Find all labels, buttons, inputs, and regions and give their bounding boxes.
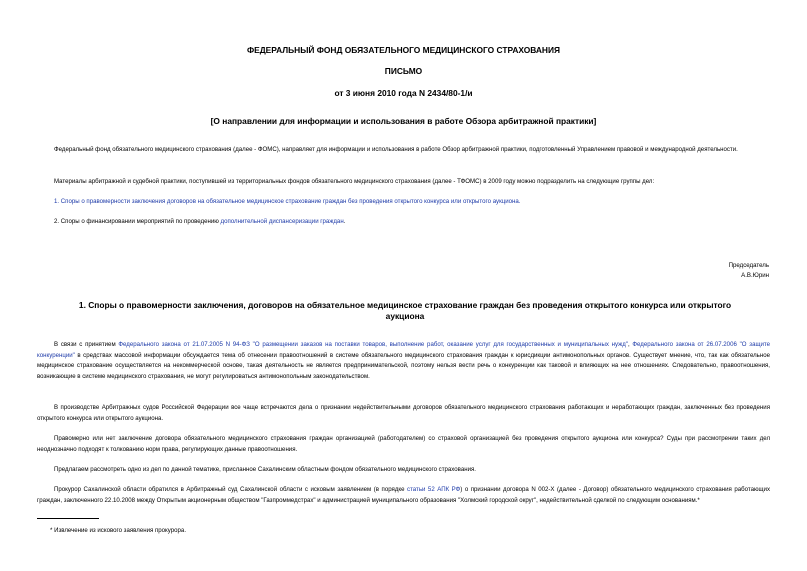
link-apk-article-52[interactable]: статьи 52 АПК РФ (407, 486, 461, 493)
list-item-2-prefix: 2. Споры о финансировании мероприятий по проведению (54, 218, 221, 225)
section-1-paragraph-4: Предлагаем рассмотреть одно из дел по данной тематике, присланное Сахалинским областным фондом обязательного медицинского страхования. (54, 466, 476, 473)
intro-paragraph-1: Федеральный фонд обязательного медицинского страхования (далее - ФОМС), направляет для информации и использования в работе Обзор арбитражной практики, подготовленный Управлением правовой и международной деятельности. (54, 146, 738, 153)
document-subject: [О направлении для информации и использования в работе Обзора арбитражной практики] (210, 116, 597, 126)
intro-list-item-1 (37, 197, 770, 208)
p1-text-c: в средствах массовой информации обсуждается тема об отнесении правоотношений в системе обязательного медицинского страхования граждан к юрисдикции антимонопольных органов. Существует мнение, что, так как обязательное медицинское страхование осуществляется на некоммерческой основе, такая деятельность не является предпринимательской, поэтому нельзя вести речь о конкуренции как таковой и влияющих на нее отношениях. Следовательно, правоотношения, возникающие в системе медицинского страхования, не могут регулироваться антимонопольным законодательством. (37, 351, 770, 380)
link-additional-dispensarization[interactable]: дополнительной диспансеризации граждан (220, 218, 344, 225)
section-1-paragraph-3: Правомерно или нет заключение договора обязательного медицинского страхования граждан организацией (работодателем) со страховой организацией без проведения открытого аукциона или конкурса? Суды при рассмотрении таких дел неоднозначно подходят к толкованию норм права, регулирующих данные правоотношения. (37, 435, 770, 453)
p1-text-a: В связи с принятием (54, 341, 119, 348)
document-date-number: от 3 июня 2010 года N 2434/80-1/и (334, 88, 473, 98)
p5-text-b: ) о признании договора N 002-Х (далее - Договор) обязательного медицинского страхования работающих граждан, заключенного 22.10.2008 между Открытым акционерным обществом "Газпроммедстрах" и администрацией муниципального образования "Холмский городской округ", недействительной сделкой по следующим основаниям.* (37, 486, 771, 504)
signature-name: А.В.Юрин (741, 272, 769, 279)
signature-position: Председатель (728, 262, 769, 269)
organization-heading: ФЕДЕРАЛЬНЫЙ ФОНД ОБЯЗАТЕЛЬНОГО МЕДИЦИНСКОГО СТРАХОВАНИЯ (246, 45, 561, 55)
section-1-paragraph-5 (37, 485, 770, 506)
footnote: * Извлечение из искового заявления прокурора. (50, 527, 187, 534)
link-section-1[interactable]: 1. Споры о правомерности заключения договоров на обязательное медицинское страхование граждан без проведения открытого конкурса или открытого аукциона. (54, 198, 521, 205)
p5-text-a: Прокурор Сахалинской области обратился в Арбитражный суд Сахалинской области с исковым заявлением (в порядке (54, 486, 408, 493)
signature-block (569, 261, 769, 281)
section-1-title: 1. Споры о правомерности заключения, договоров на обязательное медицинское страхование граждан без проведения открытого конкурса или открытого аукциона (78, 300, 732, 321)
link-federal-law-competition[interactable]: Федерального закона от 26.07.2006 "О защите конкуренции" (37, 341, 770, 359)
link-federal-law-94[interactable]: Федерального закона от 21.07.2005 N 94-ФЗ "О размещении заказов на поставки товаров, выполнение работ, оказание услуг для государственных и муниципальных нужд" (118, 341, 628, 348)
document-type: ПИСЬМО (384, 66, 423, 76)
section-1-paragraph-2: В производстве Арбитражных судов Российской Федерации все чаще встречаются дела о признании недействительными договоров обязательного медицинского страхования работающих и неработающих граждан, заключенных без проведения открытого конкурса или открытого аукциона. (37, 404, 770, 422)
intro-list-item-2 (37, 217, 770, 228)
section-1-paragraph-1 (37, 340, 770, 382)
p1-text-b: , (627, 341, 633, 348)
list-item-2-suffix: . (343, 218, 346, 225)
footnote-divider (37, 518, 99, 519)
intro-paragraph-2: Материалы арбитражной и судебной практики, поступившей из территориальных фондов обязательного медицинского страхования (далее - ТФОМС) в 2009 году можно подразделить на следующие группы дел: (54, 178, 655, 185)
